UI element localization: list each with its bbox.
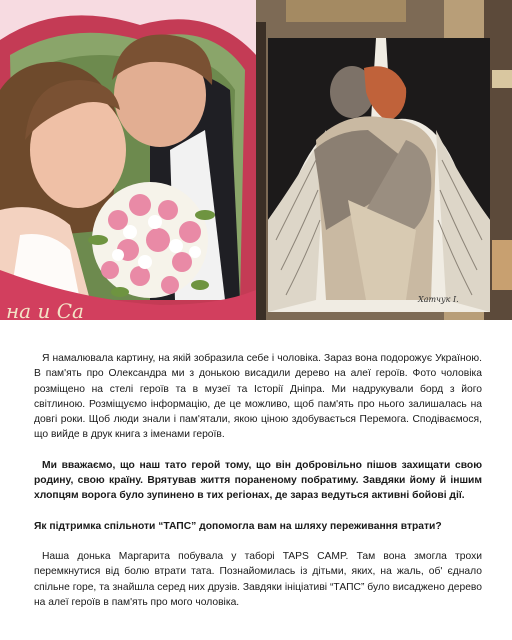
article-paragraph: Я намалювала картину, на якій зобразила себе і чоловіка. Зараз вона подорожує Україною. В пам'ять про Олександра ми з донькою висадили дерево на алеї героїв. Фото чоловіка розміщено на стелі героїв та в музеї та Історії Дніпра. Ми надрукували борд з його світлиною. Розміщуємо інформацію, де це можливо, щоб пам'ять про нього залишалась на довгі роки. Щоб люди знали і пам'ятали, якою ціною здобувається Перемога. Сподіваємося, що вийде в друк книга з іменами героїв. <box>34 353 482 441</box>
wedding-photo <box>0 0 256 320</box>
painting-photo-illustration <box>256 0 512 320</box>
painting-signature: Хатчук I. <box>418 295 459 304</box>
wedding-photo-illustration <box>0 0 256 320</box>
painting-photo <box>256 0 512 320</box>
interview-question: Як підтримка спільноти “ТАПС” допомогла вам на шляху переживання втрати? <box>34 520 442 532</box>
article-body <box>34 351 482 610</box>
article-paragraph: Наша донька Маргарита побувала у таборі TAPS CAMP. Там вона змогла трохи перемкнутися від болю втрати тата. Познайомилась із дітьми, яких, на жаль, об' єднало спільне горе, та знайшла серед них друзів. Завдяки ініціативі “ТАПС” було висаджено дерево на алеї героїв в пам'ять про мого чоловіка. <box>34 550 482 608</box>
article-paragraph-bold: Ми вважаємо, що наш тато герой тому, що він добровільно пішов захищати свою родину, свою країну. Врятував життя пораненому побратиму. Завдяки йому й іншим хлопцям ворога було зупинено в тих регіонах, де зараз ведуться активні бойові дії. <box>34 459 482 502</box>
wedding-banner-text: на и Са <box>6 299 84 320</box>
